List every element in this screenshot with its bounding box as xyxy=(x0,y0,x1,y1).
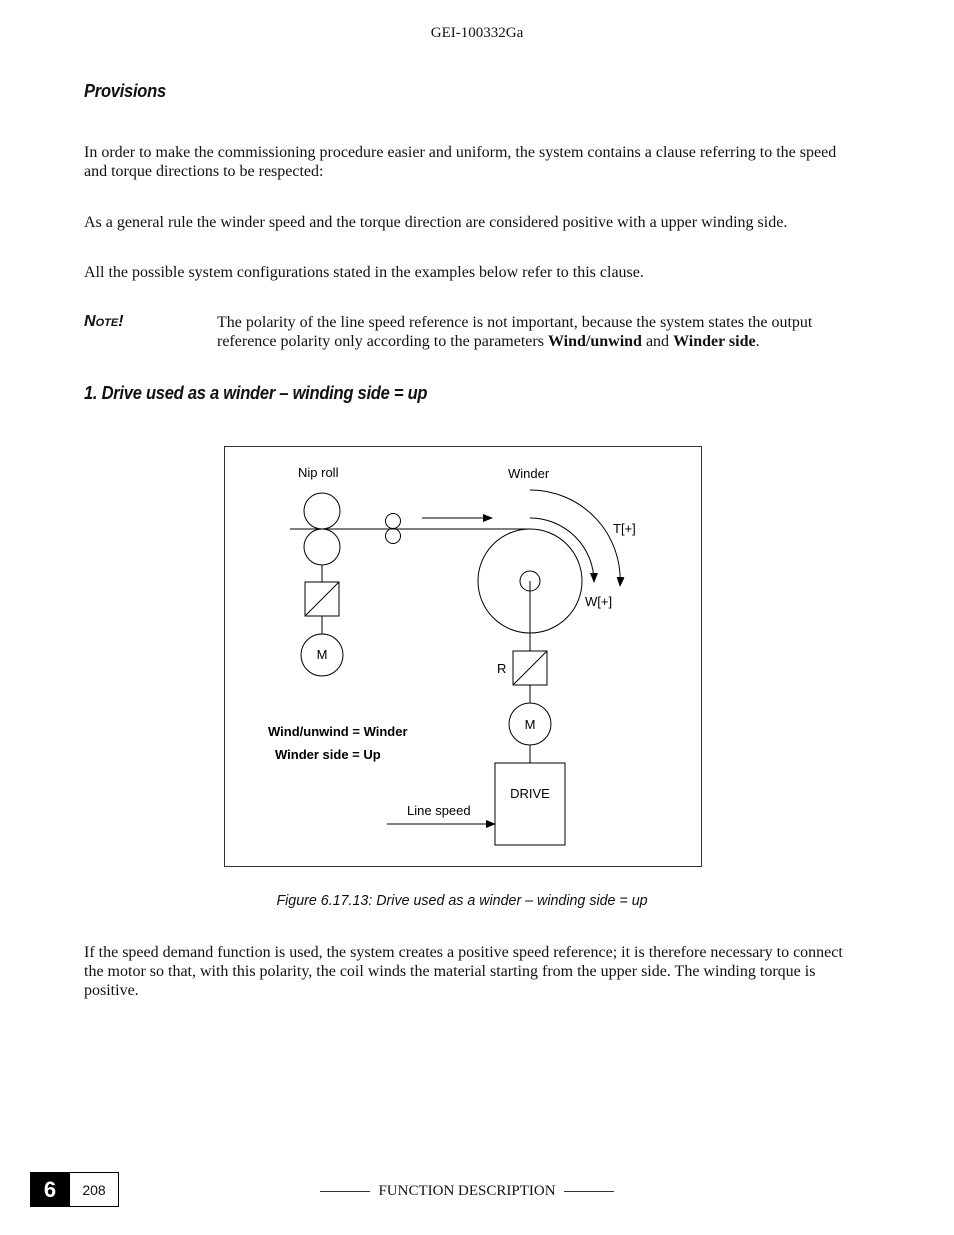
section-title-drive-winder: 1. Drive used as a winder – winding side = up xyxy=(84,383,428,403)
nip-roll-label: Nip roll xyxy=(298,465,339,480)
torque-arrow xyxy=(530,490,620,586)
nip-roll-top xyxy=(304,493,340,529)
guide-roller-bottom xyxy=(386,529,401,544)
r-label: R xyxy=(497,661,507,676)
winder-diagram xyxy=(224,446,702,867)
motor-right-label: M xyxy=(524,717,536,732)
figure-caption: Figure 6.17.13: Drive used as a winder – winding side = up xyxy=(276,892,648,909)
config-winder-side: Winder side = Up xyxy=(275,747,381,762)
nip-roll-bottom xyxy=(304,529,340,565)
paragraph: If the speed demand function is used, the system creates a positive speed reference; it is therefore necessary to connect the motor so that, with this polarity, the coil winds the material starting from the upper side. The winding torque is positive. xyxy=(84,944,843,999)
config-wind-unwind: Wind/unwind = Winder xyxy=(268,724,408,739)
winder-label: Winder xyxy=(508,466,550,481)
section-title-provisions: Provisions xyxy=(84,81,166,101)
speed-label: W[+] xyxy=(585,594,613,609)
footer-text: FUNCTION DESCRIPTION xyxy=(378,1183,556,1199)
paragraph: All the possible system configurations stated in the examples below refer to this clause. xyxy=(84,264,644,281)
footer-rule-right xyxy=(564,1191,614,1192)
paragraph: As a general rule the winder speed and the torque direction are considered positive with a upper winding side. xyxy=(84,214,788,231)
torque-label: T[+] xyxy=(613,521,636,536)
note-label: NOTE! xyxy=(84,313,124,330)
drive-label: DRIVE xyxy=(510,786,550,801)
footer xyxy=(320,1183,614,1200)
note-text: The polarity of the line speed reference is not important, because the system states the output reference polarity only according to the parameters Wind/unwind and Winder side. xyxy=(217,314,813,350)
page-number: 208 xyxy=(70,1172,119,1207)
guide-roller-top xyxy=(386,514,401,529)
document-code: GEI-100332Ga xyxy=(430,25,524,41)
footer-rule-left xyxy=(320,1191,370,1192)
drive-box xyxy=(495,763,565,845)
chapter-tab: 6 xyxy=(30,1172,70,1207)
paragraph: In order to make the commissioning procedure easier and uniform, the system contains a clause referring to the speed and torque directions to be respected: xyxy=(84,144,837,180)
motor-left-label: M xyxy=(316,647,328,662)
line-speed-label: Line speed xyxy=(407,803,471,818)
speed-arrow xyxy=(530,518,594,582)
